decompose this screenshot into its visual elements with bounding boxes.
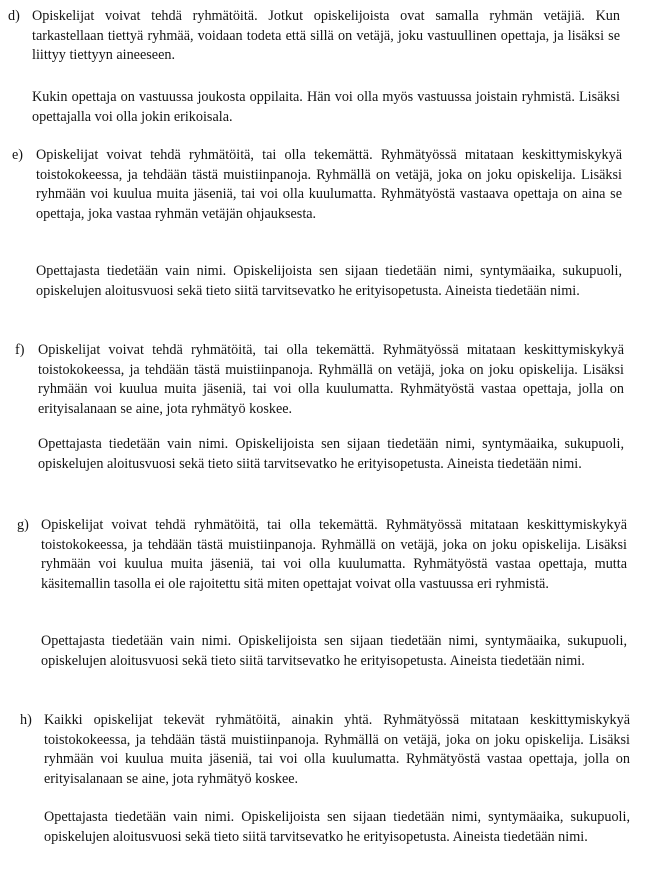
item-marker: f) [15, 342, 25, 358]
item-paragraph: Opiskelijat voivat tehdä ryhmätöitä, tai olla tekemättä. Ryhmätyössä mitataan keskittymiskykyä toistokokeessa, ja tehdään tästä muistiinpanoja. Ryhmällä on vetäjä, joka on joku opiskelija. Lisäksi ryhmään voi kuulua muita jäseniä, tai voi olla kuulumatta. Ryhmätyöstä vastaava opettaja on aina se opettaja, joka vastaa ryhmän vetäjän ohjauksesta. [36, 147, 622, 222]
item-paragraph: Kukin opettaja on vastuussa joukosta oppilaita. Hän voi olla myös vastuussa joistain ryhmistä. Lisäksi opettajalla voi olla jokin erikoisala. [32, 89, 620, 125]
item-paragraph: Kaikki opiskelijat tekevät ryhmätöitä, ainakin yhtä. Ryhmätyössä mitataan keskittymiskykyä toistokokeessa, ja tehdään tästä muistiinpanoja. Ryhmällä on vetäjä, joka on joku opiskelija. Lisäksi ryhmään voi kuulua muita jäseniä, tai voi olla kuulumatta. Ryhmätyöstä vastaa opettaja, jolla on erityisalanaan se aine, jota ryhmätyö koskee. [44, 712, 630, 787]
item-paragraph: Opettajasta tiedetään vain nimi. Opiskelijoista sen sijaan tiedetään nimi, syntymäaika, sukupuoli, opiskelujen aloitusvuosi sekä tieto siitä tarvitsevatko he erityisopetusta. Aineista tiedetään nimi. [44, 809, 630, 845]
item-paragraph: Opettajasta tiedetään vain nimi. Opiskelijoista sen sijaan tiedetään nimi, syntymäaika, sukupuoli, opiskelujen aloitusvuosi sekä tieto siitä tarvitsevatko he erityisopetusta. Aineista tiedetään nimi. [38, 436, 624, 472]
item-paragraph: Opiskelijat voivat tehdä ryhmätöitä. Jotkut opiskelijoista ovat samalla ryhmän vetäjiä. Kun tarkastellaan tiettyä ryhmää, voidaan todeta että sillä on vetäjä, joku vastuullinen opettaja, ja lisäksi se liittyy tiettyyn aineeseen. [32, 8, 620, 63]
item-paragraph: Opiskelijat voivat tehdä ryhmätöitä, tai olla tekemättä. Ryhmätyössä mitataan keskittymiskykyä toistokokeessa, ja tehdään tästä muistiinpanoja. Ryhmällä on vetäjä, joka on joku opiskelija. Lisäksi ryhmään voi kuulua muita jäseniä, tai voi olla kuulumatta. Ryhmätyöstä vastaa opettaja, jolla on erityisalanaan se aine, jota ryhmätyö koskee. [38, 342, 624, 417]
item-marker: d) [8, 8, 20, 24]
item-paragraph: Opiskelijat voivat tehdä ryhmätöitä, tai olla tekemättä. Ryhmätyössä mitataan keskittymiskykyä toistokokeessa, ja tehdään tästä muistiinpanoja. Ryhmällä on vetäjä, joka on joku opiskelija. Lisäksi ryhmään voi kuulua muita jäseniä, tai voi olla kuulumatta. Ryhmätyöstä vastaa opettaja, mutta käsitemallin tasolla ei ole rajoitettu sitä miten opettajat voivat olla vastuussa eri ryhmistä. [41, 517, 627, 592]
item-marker: g) [17, 517, 29, 533]
item-paragraph: Opettajasta tiedetään vain nimi. Opiskelijoista sen sijaan tiedetään nimi, syntymäaika, sukupuoli, opiskelujen aloitusvuosi sekä tieto siitä tarvitsevatko he erityisopetusta. Aineista tiedetään nimi. [41, 633, 627, 669]
item-paragraph: Opettajasta tiedetään vain nimi. Opiskelijoista sen sijaan tiedetään nimi, syntymäaika, sukupuoli, opiskelujen aloitusvuosi sekä tieto siitä tarvitsevatko he erityisopetusta. Aineista tiedetään nimi. [36, 263, 622, 299]
item-marker: e) [12, 147, 24, 163]
item-marker: h) [20, 712, 32, 728]
